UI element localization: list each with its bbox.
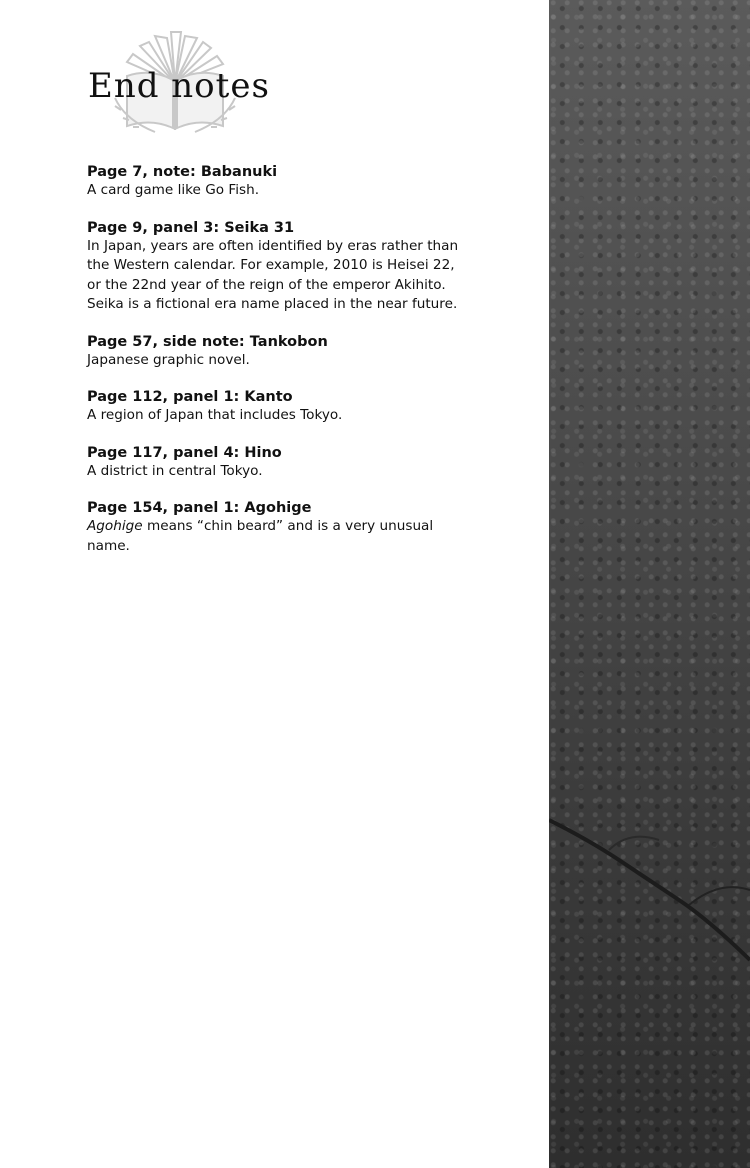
list-item [87, 499, 467, 556]
list-item [87, 388, 467, 426]
note-body-italic: Agohige [87, 518, 143, 534]
stone-texture-panel [549, 0, 750, 1168]
note-body-rest: means “chin beard” and is a very unusual name. [87, 518, 434, 554]
end-notes-list [87, 163, 467, 574]
note-body [87, 517, 467, 556]
note-heading: Page 9, panel 3: Seika 31 [87, 219, 295, 236]
page-title: End notes [88, 66, 270, 106]
note-body: A region of Japan that includes Tokyo. [87, 407, 343, 423]
note-body: In Japan, years are often identified by eras rather than the Western calendar. For example, 2010 is Heisei 22, or the 22nd year of the reign of the emperor Akihito. Seika is a fictional era name placed in the near future. [87, 237, 459, 312]
list-item [87, 219, 467, 315]
note-heading: Page 117, panel 4: Hino [87, 444, 282, 461]
note-body: A district in central Tokyo. [87, 462, 263, 479]
note-body: A card game like Go Fish. [87, 182, 260, 198]
list-item [87, 333, 467, 371]
note-heading: Page 57, side note: Tankobon [87, 333, 328, 350]
stone-crack-decoration [549, 0, 750, 1168]
list-item [87, 163, 467, 201]
note-heading: Page 154, panel 1: Agohige [87, 500, 312, 516]
note-heading: Page 112, panel 1: Kanto [87, 389, 293, 405]
note-body: Japanese graphic novel. [87, 351, 250, 368]
list-item [87, 444, 467, 482]
note-heading: Page 7, note: Babanuki [87, 164, 278, 180]
